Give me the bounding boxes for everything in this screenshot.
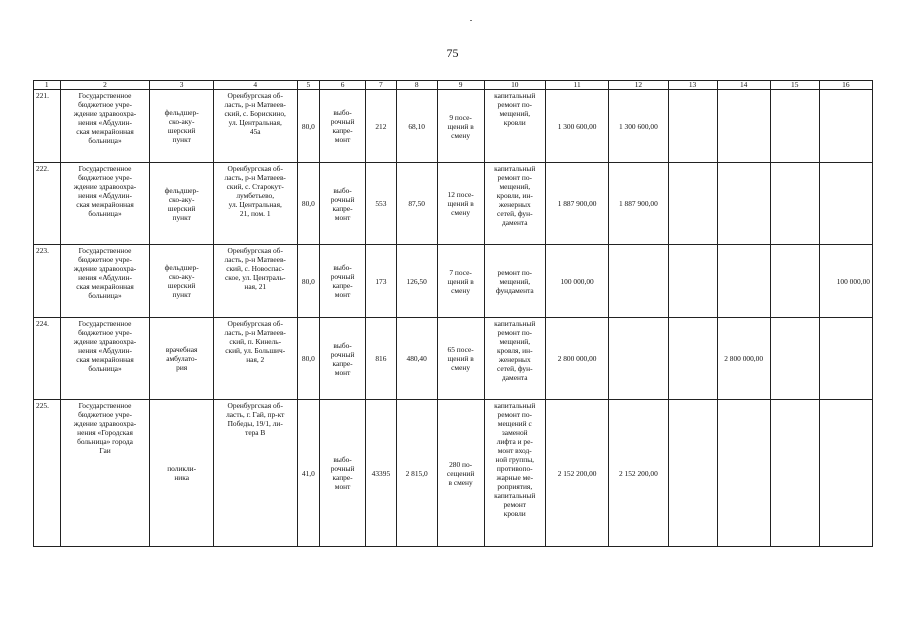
organization-cell: Государственное бюджетное учре- ждение здравоохра- нения «Абдулин- ская межрайонная больница» xyxy=(60,318,150,400)
column-number: 6 xyxy=(320,81,366,90)
address-cell: Оренбургская об- ласть, р-н Матвеев- ский, с. Старокут- лумбетьево, ул. Центральная, 21, пом. 1 xyxy=(213,163,297,245)
col16-cell xyxy=(819,318,872,400)
data-table xyxy=(33,80,873,547)
col12-cell: 1 887 900,00 xyxy=(609,163,668,245)
row-number: 225. xyxy=(34,400,61,547)
area-cell: 41,0 xyxy=(297,400,319,547)
col7-cell: 816 xyxy=(366,318,397,400)
organization-cell: Государственное бюджетное учре- ждение здравоохра- нения «Абдулин- ская межрайонная больница» xyxy=(60,163,150,245)
col8-cell: 126,50 xyxy=(396,245,437,318)
capacity-cell: 7 посе- щений в смену xyxy=(437,245,484,318)
col13-cell xyxy=(668,318,717,400)
col15-cell xyxy=(770,318,819,400)
col7-cell: 173 xyxy=(366,245,397,318)
facility-type-cell: фельдшер- ско-аку- шерский пункт xyxy=(150,245,213,318)
address-cell: Оренбургская об- ласть, р-н Матвеев- ский, с. Борискино, ул. Центральная, 45а xyxy=(213,90,297,163)
facility-type-cell: врачебная амбулато- рия xyxy=(150,318,213,400)
col12-cell: 1 300 600,00 xyxy=(609,90,668,163)
column-number-row xyxy=(34,81,873,90)
col15-cell xyxy=(770,245,819,318)
col16-cell xyxy=(819,163,872,245)
capacity-cell: 9 посе- щений в смену xyxy=(437,90,484,163)
column-number: 1 xyxy=(34,81,61,90)
row-number: 222. xyxy=(34,163,61,245)
col8-cell: 2 815,0 xyxy=(396,400,437,547)
page-number: 75 xyxy=(446,46,459,60)
col12-cell xyxy=(609,245,668,318)
table-row xyxy=(34,90,873,163)
col15-cell xyxy=(770,400,819,547)
col7-cell: 43395 xyxy=(366,400,397,547)
address-cell: Оренбургская об- ласть, р-н Матвеев- ский, с. Новоспас- ское, ул. Централь- ная, 21 xyxy=(213,245,297,318)
repair-kind-cell: выбо- рочный капре- монт xyxy=(320,245,366,318)
row-number: 221. xyxy=(34,90,61,163)
col16-cell xyxy=(819,400,872,547)
area-cell: 80,0 xyxy=(297,245,319,318)
col13-cell xyxy=(668,163,717,245)
col14-cell xyxy=(717,163,770,245)
column-number: 7 xyxy=(366,81,397,90)
column-number: 13 xyxy=(668,81,717,90)
repair-kind-cell: выбо- рочный капре- монт xyxy=(320,318,366,400)
column-number: 3 xyxy=(150,81,213,90)
col15-cell xyxy=(770,163,819,245)
works-cell: ремонт по- мещений, фундамента xyxy=(484,245,545,318)
area-cell: 80,0 xyxy=(297,90,319,163)
column-number: 4 xyxy=(213,81,297,90)
col7-cell: 212 xyxy=(366,90,397,163)
column-number: 12 xyxy=(609,81,668,90)
capacity-cell: 280 по- сещений в смену xyxy=(437,400,484,547)
column-number: 8 xyxy=(396,81,437,90)
col12-cell: 2 152 200,00 xyxy=(609,400,668,547)
col13-cell xyxy=(668,245,717,318)
column-number: 16 xyxy=(819,81,872,90)
capacity-cell: 65 посе- щений в смену xyxy=(437,318,484,400)
col12-cell xyxy=(609,318,668,400)
repair-kind-cell: выбо- рочный капре- монт xyxy=(320,163,366,245)
col14-cell: 2 800 000,00 xyxy=(717,318,770,400)
scan-speck xyxy=(470,20,472,21)
col14-cell xyxy=(717,245,770,318)
facility-type-cell: фельдшер- ско-аку- шерский пункт xyxy=(150,163,213,245)
organization-cell: Государственное бюджетное учре- ждение здравоохра- нения «Абдулин- ская межрайонная больница» xyxy=(60,90,150,163)
col8-cell: 480,40 xyxy=(396,318,437,400)
col7-cell: 553 xyxy=(366,163,397,245)
column-number: 14 xyxy=(717,81,770,90)
col13-cell xyxy=(668,90,717,163)
organization-cell: Государственное бюджетное учре- ждение здравоохра- нения «Абдулин- ская межрайонная больница» xyxy=(60,245,150,318)
total-cost-cell: 2 800 000,00 xyxy=(545,318,608,400)
facility-type-cell: фельдшер- ско-аку- шерский пункт xyxy=(150,90,213,163)
works-cell: капитальный ремонт по- мещений, кровля, ин- женерных сетей, фун- дамента xyxy=(484,318,545,400)
column-number: 9 xyxy=(437,81,484,90)
col14-cell xyxy=(717,400,770,547)
col16-cell: 100 000,00 xyxy=(819,245,872,318)
address-cell: Оренбургская об- ласть, г. Гай, пр-кт Победы, 19/1, ли- тера В xyxy=(213,400,297,547)
area-cell: 80,0 xyxy=(297,163,319,245)
row-number: 224. xyxy=(34,318,61,400)
column-number: 15 xyxy=(770,81,819,90)
col8-cell: 68,10 xyxy=(396,90,437,163)
total-cost-cell: 100 000,00 xyxy=(545,245,608,318)
column-number: 11 xyxy=(545,81,608,90)
col8-cell: 87,50 xyxy=(396,163,437,245)
col15-cell xyxy=(770,90,819,163)
column-number: 5 xyxy=(297,81,319,90)
table-row xyxy=(34,245,873,318)
works-cell: капитальный ремонт по- мещений с заменой лифта и ре- монт вход- ной группы, противопо- жарные ме- роприятия, капитальный ремонт кровли xyxy=(484,400,545,547)
total-cost-cell: 2 152 200,00 xyxy=(545,400,608,547)
col14-cell xyxy=(717,90,770,163)
column-number: 2 xyxy=(60,81,150,90)
facility-type-cell: поликли- ника xyxy=(150,400,213,547)
table-row xyxy=(34,163,873,245)
table-row xyxy=(34,318,873,400)
col16-cell xyxy=(819,90,872,163)
works-cell: капитальный ремонт по- мещений, кровли xyxy=(484,90,545,163)
repair-kind-cell: выбо- рочный капре- монт xyxy=(320,400,366,547)
organization-cell: Государственное бюджетное учре- ждение здравоохра- нения «Городская больница» города Гаи xyxy=(60,400,150,547)
area-cell: 80,0 xyxy=(297,318,319,400)
total-cost-cell: 1 300 600,00 xyxy=(545,90,608,163)
column-number: 10 xyxy=(484,81,545,90)
table-row xyxy=(34,400,873,547)
address-cell: Оренбургская об- ласть, р-н Матвеев- ский, п. Кинель- ский, ул. Большич- ная, 2 xyxy=(213,318,297,400)
total-cost-cell: 1 887 900,00 xyxy=(545,163,608,245)
col13-cell xyxy=(668,400,717,547)
capacity-cell: 12 посе- щений в смену xyxy=(437,163,484,245)
repair-kind-cell: выбо- рочный капре- монт xyxy=(320,90,366,163)
works-cell: капитальный ремонт по- мещений, кровли, ин- женерных сетей, фун- дамента xyxy=(484,163,545,245)
row-number: 223. xyxy=(34,245,61,318)
